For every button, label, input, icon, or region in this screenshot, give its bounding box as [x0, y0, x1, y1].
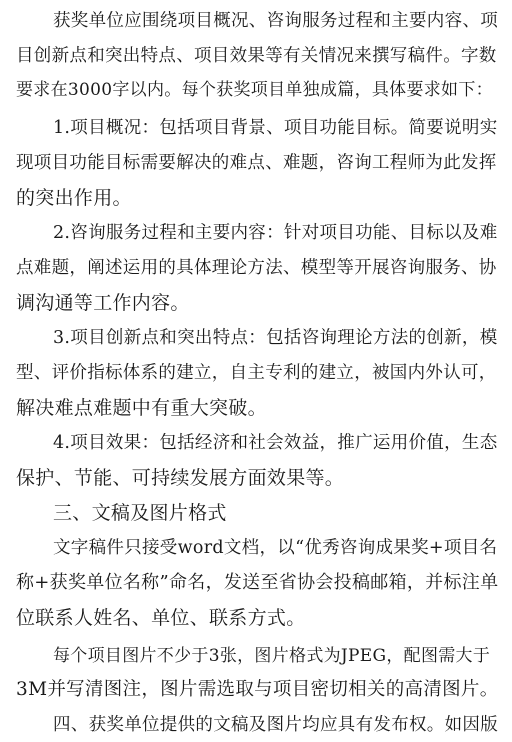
- item-3-line-1: 3.项目创新点和突出特点：包括咨询理论方法的创新，模: [53, 328, 498, 348]
- image-paragraph-line-1: 每个项目图片不少于3张，图片格式为JPEG，配图需大于: [53, 646, 491, 666]
- section-four-line-1: 四、获奖单位提供的文稿及图片均应具有发布权。如因版: [53, 715, 498, 735]
- item-4-line-2: 保护、节能、可持续发展方面效果等。: [16, 467, 345, 489]
- item-1-line-1: 1.项目概况：包括项目背景、项目功能目标。简要说明实: [53, 118, 498, 138]
- item-2-line-2: 点难题，阐述运用的具体理论方法、模型等开展咨询服务、协: [16, 258, 497, 278]
- image-paragraph-line-2: 3M并写清图注，图片需选取与项目密切相关的高清图片。: [16, 679, 499, 700]
- paragraph-intro-line-1: 获奖单位应围绕项目概况、咨询服务过程和主要内容、项: [53, 11, 498, 31]
- item-3-line-2: 型、评价指标体系的建立，自主专利的建立，被国内外认可，: [16, 363, 497, 383]
- item-2-line-3: 调沟通等工作内容。: [16, 292, 190, 314]
- paragraph-intro-line-3: 要求在3000字以内。每个获奖项目单独成篇，具体要求如下：: [16, 80, 493, 100]
- item-2-line-1: 2.咨询服务过程和主要内容：针对项目功能、目标以及难: [53, 223, 498, 243]
- item-1-line-2: 现项目功能目标需要解决的难点、难题，咨询工程师为此发挥: [16, 153, 497, 173]
- format-paragraph-line-1: 文字稿件只接受word文档，以“优秀咨询成果奖+项目名: [53, 538, 498, 558]
- format-paragraph-line-3: 位联系人姓名、单位、联系方式。: [16, 607, 306, 629]
- paragraph-intro-line-2: 目创新点和突出特点、项目效果等有关情况来撰写稿件。字数: [16, 46, 497, 66]
- item-4-line-1: 4.项目效果：包括经济和社会效益，推广运用价值，生态: [53, 433, 498, 453]
- item-1-line-3: 的突出作用。: [16, 187, 132, 209]
- format-paragraph-line-2: 称+获奖单位名称”命名，发送至省协会投稿邮箱，并标注单: [16, 572, 499, 593]
- item-3-line-3: 解决难点难题中有重大突破。: [16, 397, 267, 419]
- section-heading: 三、文稿及图片格式: [53, 502, 227, 524]
